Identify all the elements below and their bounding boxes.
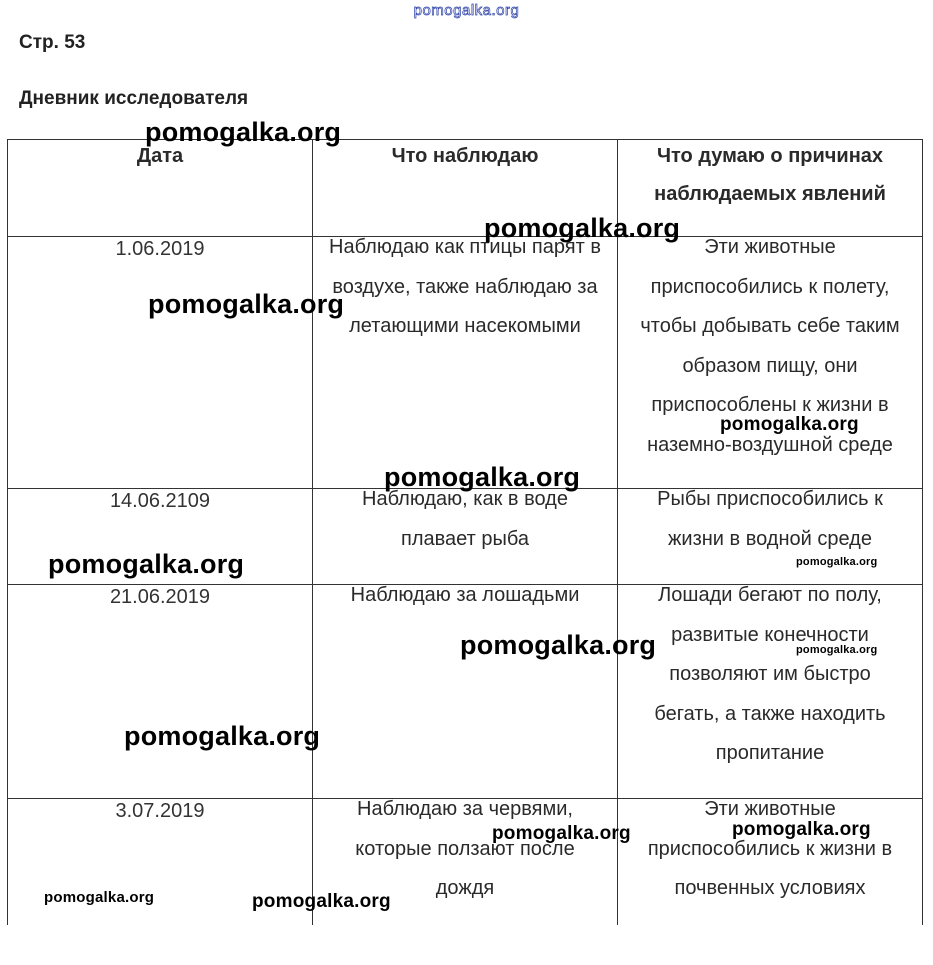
- watermark: pomogalka.org: [124, 721, 321, 751]
- cell-cause: Эти животные приспособились к жизни в почвенных условиях: [618, 799, 923, 939]
- watermark: pomogalka.org: [720, 414, 859, 435]
- table-row: [8, 585, 923, 799]
- cell-observation: Наблюдаю как птицы парят в воздухе, также наблюдаю за летающими насекомыми: [313, 237, 618, 489]
- diary-title: Дневник исследователя: [19, 88, 249, 109]
- cell-observation: Наблюдаю за червями, которые ползают после дождя: [313, 799, 618, 939]
- watermark: pomogalka.org: [44, 889, 155, 906]
- watermark: pomogalka.org: [484, 213, 681, 243]
- page-label: Стр. 53: [19, 32, 86, 53]
- watermark: pomogalka.org: [48, 549, 245, 579]
- page-bottom-margin: [0, 925, 933, 965]
- watermark: pomogalka.org: [796, 556, 878, 568]
- watermark: pomogalka.org: [492, 823, 631, 844]
- cell-cause: Эти животные приспособились к полету, чтобы добывать себе таким образом пищу, они приспособлены к жизни в наземно-воздушной среде: [618, 237, 923, 489]
- cell-date: 14.06.2109: [8, 489, 313, 585]
- watermark: pomogalka.org: [796, 644, 878, 656]
- cell-observation: Наблюдаю за лошадьми: [313, 585, 618, 799]
- watermark: pomogalka.org: [252, 891, 391, 912]
- site-header-watermark: pomogalka.org: [413, 2, 520, 19]
- cell-date: 3.07.2019: [8, 799, 313, 939]
- table-header-row: [8, 140, 923, 237]
- watermark: pomogalka.org: [384, 462, 581, 492]
- watermark: pomogalka.org: [148, 289, 345, 319]
- cell-cause: Рыбы приспособились к жизни в водной среде: [618, 489, 923, 585]
- cell-observation: Наблюдаю, как в воде плавает рыба: [313, 489, 618, 585]
- table-row: [8, 237, 923, 489]
- cell-date: 1.06.2019: [8, 237, 313, 489]
- watermark: pomogalka.org: [145, 117, 342, 147]
- watermark: pomogalka.org: [460, 630, 657, 660]
- cell-date: 21.06.2019: [8, 585, 313, 799]
- header-cause: Что думаю о причинах наблюдаемых явлений: [618, 140, 923, 237]
- header-date: Дата: [8, 140, 313, 237]
- watermark: pomogalka.org: [732, 819, 871, 840]
- header-observation: Что наблюдаю: [313, 140, 618, 237]
- cell-cause: Лошади бегают по полу, развитые конечности позволяют им быстро бегать, а также находить пропитание: [618, 585, 923, 799]
